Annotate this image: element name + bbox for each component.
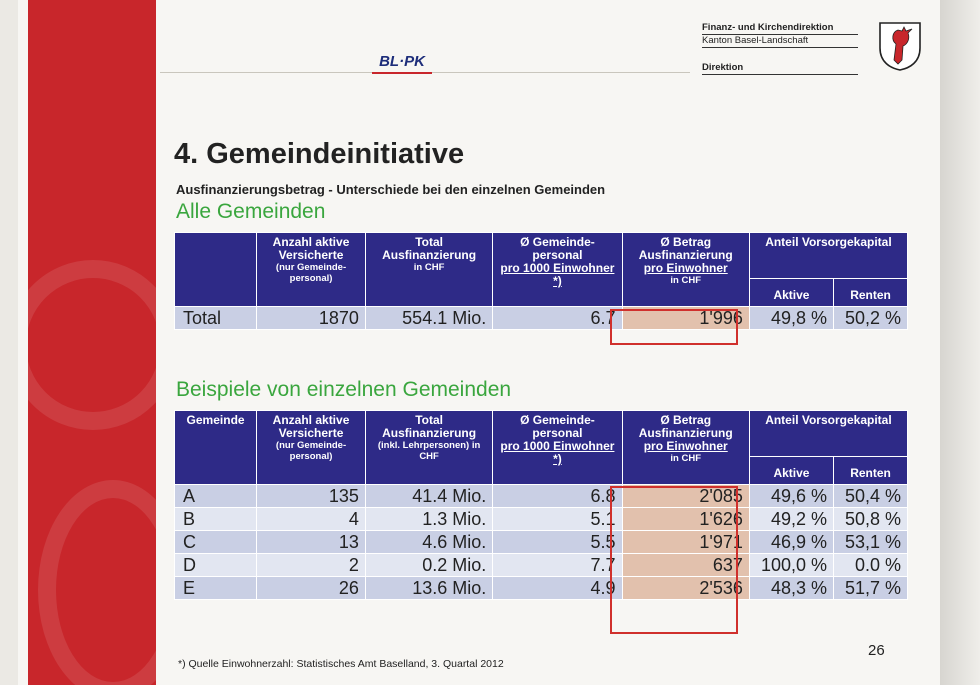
table-row xyxy=(175,508,908,531)
header-cell-aktive: Aktive xyxy=(749,457,833,485)
header-text-underlined: pro 1000 Einwohner *) xyxy=(500,439,615,466)
cell-label: D xyxy=(175,554,257,577)
header-cell-vorsorgekapital: Anteil Vorsorgekapital xyxy=(749,411,907,457)
cell-label: C xyxy=(175,531,257,554)
department-header xyxy=(702,22,858,75)
page-number: 26 xyxy=(868,642,885,659)
cell-personal: 5.1 xyxy=(493,508,622,531)
cell-personal: 6.7 xyxy=(493,307,622,330)
header-text-underlined: pro 1000 Einwohner *) xyxy=(500,261,615,288)
table-header-row xyxy=(175,411,908,457)
cell-aktive: 100,0 % xyxy=(749,554,833,577)
cell-label: E xyxy=(175,577,257,600)
header-text: Ø Gemeinde-personal xyxy=(520,413,595,440)
cell-aktive: 49,6 % xyxy=(749,485,833,508)
cell-ausfinanzierung: 554.1 Mio. xyxy=(365,307,492,330)
header-text-underlined: pro Einwohner xyxy=(643,439,728,453)
footnote: *) Quelle Einwohnerzahl: Statistisches Amt Baselland, 3. Quartal 2012 xyxy=(178,658,504,670)
header-subtext: in CHF xyxy=(670,453,702,464)
header-cell-betrag xyxy=(622,233,749,307)
header-cell-personal xyxy=(493,411,622,485)
table-row xyxy=(175,554,908,577)
header-cell-aktive: Aktive xyxy=(749,279,833,307)
slide-title: 4. Gemeindeinitiative xyxy=(174,138,465,170)
cell-renten: 51,7 % xyxy=(834,577,908,600)
cell-personal: 7.7 xyxy=(493,554,622,577)
header-cell-ausfinanzierung xyxy=(365,233,492,307)
table-row xyxy=(175,485,908,508)
section-heading-all: Alle Gemeinden xyxy=(176,200,326,223)
basel-land-crest-icon xyxy=(876,20,924,72)
cell-label: Total xyxy=(175,307,257,330)
dept-line-2: Kanton Basel-Landschaft xyxy=(702,35,858,48)
dept-line-3: Direktion xyxy=(702,62,858,75)
table-header-row xyxy=(175,233,908,279)
table-row xyxy=(175,307,908,330)
red-side-bar xyxy=(28,0,156,685)
cell-ausfinanzierung: 13.6 Mio. xyxy=(365,577,492,600)
dept-line-1: Finanz- und Kirchendirektion xyxy=(702,22,858,35)
cell-versicherte: 1870 xyxy=(257,307,366,330)
page-edge-shadow xyxy=(940,0,980,685)
cell-ausfinanzierung: 0.2 Mio. xyxy=(365,554,492,577)
cell-ausfinanzierung: 1.3 Mio. xyxy=(365,508,492,531)
cell-renten: 50,8 % xyxy=(834,508,908,531)
header-text: Total Ausfinanzierung xyxy=(382,413,477,440)
cell-ausfinanzierung: 4.6 Mio. xyxy=(365,531,492,554)
cell-versicherte: 13 xyxy=(257,531,366,554)
section-heading-examples: Beispiele von einzelnen Gemeinden xyxy=(176,378,512,401)
highlight-box xyxy=(610,486,738,634)
cell-betrag: 1'971 xyxy=(622,531,749,554)
cell-label: A xyxy=(175,485,257,508)
cell-betrag: 1'996 xyxy=(622,307,749,330)
header-cell-renten: Renten xyxy=(834,279,908,307)
cell-renten: 0.0 % xyxy=(834,554,908,577)
cell-ausfinanzierung: 41.4 Mio. xyxy=(365,485,492,508)
table-example-municipalities xyxy=(174,410,908,600)
header-cell-versicherte xyxy=(257,411,366,485)
cell-versicherte: 26 xyxy=(257,577,366,600)
header-cell-personal xyxy=(493,233,622,307)
blpk-logo: BL·PK xyxy=(372,50,432,74)
highlight-box xyxy=(610,309,738,345)
table-row xyxy=(175,577,908,600)
header-cell-label: Gemeinde xyxy=(175,411,257,485)
cell-versicherte: 2 xyxy=(257,554,366,577)
cell-aktive: 49,8 % xyxy=(749,307,833,330)
table-row xyxy=(175,531,908,554)
header-text: Ø Betrag Ausfinanzierung xyxy=(638,235,733,262)
header-subtext: (inkl. Lehrpersonen) in CHF xyxy=(377,440,481,462)
cell-versicherte: 4 xyxy=(257,508,366,531)
cell-betrag: 1'626 xyxy=(622,508,749,531)
header-text: Ø Betrag Ausfinanzierung xyxy=(638,413,733,440)
header-cell-vorsorgekapital: Anteil Vorsorgekapital xyxy=(749,233,907,279)
header-text: Total Ausfinanzierung xyxy=(382,235,477,262)
header-text-underlined: pro Einwohner xyxy=(643,261,728,275)
header-subtext: (nur Gemeinde-personal) xyxy=(275,440,347,462)
cell-personal: 6.8 xyxy=(493,485,622,508)
header-text: Ø Gemeinde-personal xyxy=(520,235,595,262)
slide-subtitle: Ausfinanzierungsbetrag - Unterschiede bei den einzelnen Gemeinden xyxy=(176,182,606,197)
cell-personal: 4.9 xyxy=(493,577,622,600)
cell-aktive: 48,3 % xyxy=(749,577,833,600)
header-cell-label xyxy=(175,233,257,307)
cell-aktive: 49,2 % xyxy=(749,508,833,531)
header-text: Anzahl aktive Versicherte xyxy=(272,413,350,440)
cell-betrag: 637 xyxy=(622,554,749,577)
table-all-municipalities xyxy=(174,232,908,330)
cell-label: B xyxy=(175,508,257,531)
cell-aktive: 46,9 % xyxy=(749,531,833,554)
header-text: Anzahl aktive Versicherte xyxy=(272,235,350,262)
cell-versicherte: 135 xyxy=(257,485,366,508)
cell-renten: 53,1 % xyxy=(834,531,908,554)
cell-betrag: 2'536 xyxy=(622,577,749,600)
header-cell-renten: Renten xyxy=(834,457,908,485)
header-subtext: in CHF xyxy=(670,275,702,286)
cell-renten: 50,4 % xyxy=(834,485,908,508)
header-cell-betrag xyxy=(622,411,749,485)
header-subtext: in CHF xyxy=(413,262,445,273)
cell-betrag: 2'085 xyxy=(622,485,749,508)
header-cell-ausfinanzierung xyxy=(365,411,492,485)
cell-personal: 5.5 xyxy=(493,531,622,554)
header-cell-versicherte xyxy=(257,233,366,307)
cell-renten: 50,2 % xyxy=(834,307,908,330)
header-subtext: (nur Gemeinde-personal) xyxy=(275,262,347,284)
